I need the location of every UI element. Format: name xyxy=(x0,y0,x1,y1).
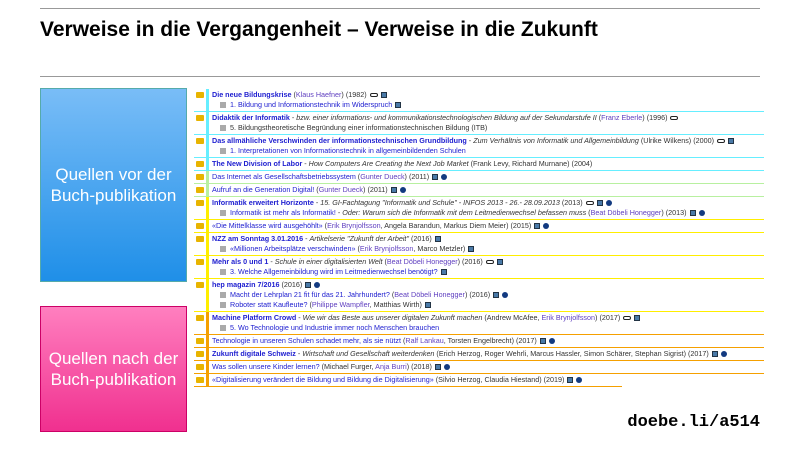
entry-color-bar xyxy=(206,279,209,312)
list-item xyxy=(194,279,764,312)
entry-year: (2011) xyxy=(408,172,430,181)
globe-icon[interactable] xyxy=(314,282,320,288)
sub-entry xyxy=(212,267,764,277)
glasses-icon[interactable] xyxy=(717,139,725,143)
folder-icon[interactable] xyxy=(196,377,204,383)
glasses-icon[interactable] xyxy=(370,93,378,97)
author: Frank Levy xyxy=(472,159,508,168)
entry-line: Mehr als 0 und 1 - Schule in einer digitalisierten Welt (Beat Döbeli Honegger) (2016) xyxy=(212,257,764,267)
author[interactable]: Anja Burri xyxy=(375,362,407,371)
author[interactable]: Beat Döbeli Honegger xyxy=(394,290,465,299)
entry-line: Didaktik der Informatik - bzw. einer informations- und kommunikationstechnologischen Bildung auf der Sekundarstufe II (Franz Eberle) (1996) xyxy=(212,113,764,123)
entry-title[interactable]: Die neue Bildungskrise xyxy=(212,90,292,99)
sub-entry xyxy=(212,146,764,156)
entry-title[interactable]: 5. Wo Technologie und Industrie immer noch Menschen brauchen xyxy=(230,323,440,332)
entry-color-bar xyxy=(206,335,209,348)
list-item xyxy=(194,256,764,279)
entry-line: Das Internet als Gesellschaftsbetriebssystem (Gunter Dueck) (2011) xyxy=(212,172,764,182)
book-icon[interactable] xyxy=(468,246,474,252)
globe-icon[interactable] xyxy=(444,364,450,370)
entry-subtitle: Wie wir das Beste aus unserer digitalen Zukunft machen xyxy=(302,313,483,322)
folder-icon[interactable] xyxy=(196,259,204,265)
entry-line: Zukunft digitale Schweiz - Wirtschaft und Gesellschaft weiterdenken (Erich Herzog, Roger Wehrli, Marcus Hassler, Simon Schärer, Stephan Sigrist) (2017) xyxy=(212,349,764,359)
entry-year: (2000) xyxy=(693,136,714,145)
entry-title[interactable]: Aufruf an die Generation Digital! xyxy=(212,185,315,194)
globe-icon[interactable] xyxy=(400,187,406,193)
entry-subtitle: bzw. einer informations- und kommunikationstechnologischen Bildung auf der Sekundarstufe II xyxy=(296,113,597,122)
folder-icon[interactable] xyxy=(196,282,204,288)
author: Richard Murnane xyxy=(512,159,568,168)
entry-title[interactable]: 3. Welche Allgemeinbildung wird im Leitmedienwechsel benötigt? xyxy=(230,267,438,276)
entry-color-bar xyxy=(206,158,209,171)
book-icon[interactable] xyxy=(534,223,540,229)
list-item xyxy=(194,312,764,335)
author: Matthias Wirth xyxy=(373,300,420,309)
entry-year: (2004) xyxy=(571,159,593,168)
document-icon xyxy=(220,102,226,108)
entry-year: (2016) xyxy=(410,234,432,243)
entry-subtitle: 15. GI-Fachtagung "Informatik und Schule" - INFOS 2013 - 26.- 28.09.2013 xyxy=(320,198,560,207)
book-icon[interactable] xyxy=(597,200,603,206)
entry-line: Aufruf an die Generation Digital! (Gunter Dueck) (2011) xyxy=(212,185,764,195)
entry-line: Technologie in unseren Schulen schadet mehr, als sie nützt (Ralf Lankau, Torsten Engelbrecht) (2017) xyxy=(212,336,764,346)
author: Marco Metzler xyxy=(417,244,463,253)
list-item xyxy=(194,171,764,184)
book-icon[interactable] xyxy=(441,269,447,275)
entry-line: The New Division of Labor - How Computers Are Creating the Next Job Market (Frank Levy, Richard Murnane) (2004) xyxy=(212,159,593,168)
sources-before-label: Quellen vor der Buch-publikation xyxy=(40,88,187,282)
entry-title[interactable]: Informatik ist mehr als Informatik! xyxy=(230,208,336,217)
book-icon[interactable] xyxy=(497,259,503,265)
folder-icon[interactable] xyxy=(196,223,204,229)
list-item xyxy=(194,197,764,220)
entry-title[interactable]: Das allmähliche Verschwinden der informationstechnischen Grundbildung xyxy=(212,136,467,145)
document-icon xyxy=(220,302,226,308)
entry-color-bar xyxy=(206,256,209,279)
author: Angela Barandun xyxy=(384,221,440,230)
reference-list xyxy=(194,89,764,387)
entry-color-bar xyxy=(206,89,209,112)
book-icon[interactable] xyxy=(381,92,387,98)
entry-title[interactable]: «Millionen Arbeitsplätze verschwinden» xyxy=(230,244,356,253)
entry-color-bar xyxy=(206,220,209,233)
entry-title[interactable]: Roboter statt Kaufleute? xyxy=(230,300,308,309)
folder-icon[interactable] xyxy=(196,338,204,344)
globe-icon[interactable] xyxy=(721,351,727,357)
author[interactable]: Gunter Dueck xyxy=(360,172,405,181)
document-icon xyxy=(220,246,226,252)
sub-entry xyxy=(212,100,764,110)
entry-line: Die neue Bildungskrise (Klaus Haefner) (1982) xyxy=(212,90,764,100)
entry-line xyxy=(212,280,764,290)
author: Erich Herzog xyxy=(438,349,481,358)
sub-entry xyxy=(212,323,764,333)
slide-title: Verweise in die Vergangenheit – Verweise in die Zukunft xyxy=(40,18,598,41)
author: Marcus Hassler xyxy=(530,349,580,358)
author: Ulrike Wilkens xyxy=(643,136,689,145)
globe-icon[interactable] xyxy=(576,377,582,383)
folder-icon[interactable] xyxy=(196,115,204,121)
document-icon xyxy=(220,292,226,298)
entry-line: «Die Mittelklasse wird ausgehöhlt» (Erik Brynjolfsson, Angela Barandun, Markus Diem Meier) (2015) xyxy=(212,221,764,231)
sub-entry: Roboter statt Kaufleute? (Philippe Wampfler, Matthias Wirth) xyxy=(212,300,764,310)
globe-icon[interactable] xyxy=(699,210,705,216)
entry-line: Was sollen unsere Kinder lernen? (Michael Furger, Anja Burri) (2018) xyxy=(212,362,764,372)
book-icon[interactable] xyxy=(712,351,718,357)
sub-entry: Informatik ist mehr als Informatik! - Oder: Warum sich die Informatik mit dem Leitmedienwechsel befassen muss (Beat Döbeli Honegger) (2013) xyxy=(212,208,764,218)
document-icon xyxy=(220,210,226,216)
entry-color-bar xyxy=(206,233,209,256)
sub-entry: «Millionen Arbeitsplätze verschwinden» (Erik Brynjolfsson, Marco Metzler) xyxy=(212,244,764,254)
entry-subtitle: Oder: Warum sich die Informatik mit dem Leitmedienwechsel befassen muss xyxy=(342,208,587,217)
entry-color-bar xyxy=(206,171,209,184)
folder-icon[interactable] xyxy=(196,315,204,321)
book-icon[interactable] xyxy=(435,236,441,242)
book-icon[interactable] xyxy=(425,302,431,308)
author: Markus Diem Meier xyxy=(443,221,507,230)
book-icon[interactable] xyxy=(493,292,499,298)
entry-year: (2017) xyxy=(599,313,621,322)
entry-title[interactable]: Machine Platform Crowd xyxy=(212,313,297,322)
sub-entry xyxy=(212,123,764,133)
globe-icon[interactable] xyxy=(502,292,508,298)
top-rule xyxy=(40,8,760,9)
sources-after-label: Quellen nach der Buch-publikation xyxy=(40,306,187,432)
list-item xyxy=(194,335,764,348)
folder-icon[interactable] xyxy=(196,236,204,242)
entry-subtitle: Artikelserie "Zukunft der Arbeit" xyxy=(309,234,409,243)
list-item xyxy=(194,135,764,158)
entry-title[interactable]: 1. Bildung und Informationstechnik im Widerspruch xyxy=(230,100,393,109)
author: Claudia Hiestand xyxy=(484,375,540,384)
entry-year: (2018) xyxy=(411,362,432,371)
book-icon[interactable] xyxy=(567,377,573,383)
entry-title: 5. Bildungstheoretische Begründung einer informationstechnischen Bildung (ITB) xyxy=(230,123,488,132)
entry-title[interactable]: Technologie in unseren Schulen schadet mehr, als sie nützt xyxy=(212,336,401,345)
book-icon[interactable] xyxy=(435,364,441,370)
document-icon xyxy=(220,269,226,275)
entry-title[interactable]: Didaktik der Informatik xyxy=(212,113,290,122)
entry-title[interactable]: «Die Mittelklasse wird ausgehöhlt» xyxy=(212,221,323,230)
author[interactable]: Beat Döbeli Honegger xyxy=(386,257,458,266)
folder-icon[interactable] xyxy=(196,351,204,357)
document-icon xyxy=(220,148,226,154)
entry-year: (2017) xyxy=(515,336,537,345)
folder-icon[interactable] xyxy=(196,187,204,193)
entry-color-bar xyxy=(206,112,209,135)
short-url[interactable]: doebe.li/a514 xyxy=(627,413,760,432)
document-icon xyxy=(220,125,226,131)
entry-year: (1982) xyxy=(345,90,367,99)
author[interactable]: Erik Brynjolfsson xyxy=(327,221,381,230)
book-icon[interactable] xyxy=(305,282,311,288)
author: Michael Furger xyxy=(324,362,372,371)
entry-title[interactable]: Mehr als 0 und 1 xyxy=(212,257,269,266)
list-item xyxy=(194,233,764,256)
globe-icon[interactable] xyxy=(441,174,447,180)
folder-icon[interactable] xyxy=(196,138,204,144)
entry-title[interactable]: Was sollen unsere Kinder lernen? xyxy=(212,362,320,371)
entry-line: Das allmähliche Verschwinden der informationstechnischen Grundbildung - Zum Verhältnis von Informatik und Allgemeinbildung (Ulrike Wilkens) (2000) xyxy=(212,136,764,146)
list-item xyxy=(194,184,764,197)
entry-color-bar xyxy=(206,135,209,158)
author: Stephan Sigrist xyxy=(634,349,684,358)
document-icon xyxy=(220,325,226,331)
list-item xyxy=(194,361,764,374)
entry-title[interactable]: Informatik erweitert Horizonte xyxy=(212,198,314,207)
entry-subtitle: Zum Verhältnis von Informatik und Allgemeinbildung xyxy=(473,136,639,145)
entry-color-bar xyxy=(206,197,209,220)
entry-subtitle: How Computers Are Creating the Next Job Market xyxy=(308,159,469,168)
entry-year: (2016) xyxy=(281,280,303,289)
entry-year: (2016) xyxy=(469,290,491,299)
entry-line: NZZ am Sonntag 3.01.2016 - Artikelserie "Zukunft der Arbeit" (2016) xyxy=(212,234,764,244)
book-icon[interactable] xyxy=(432,174,438,180)
folder-icon[interactable] xyxy=(196,364,204,370)
entry-year: (2017) xyxy=(688,349,709,358)
folder-icon[interactable] xyxy=(196,161,204,167)
author[interactable]: Erik Brynjolfsson xyxy=(359,244,414,253)
entry-title[interactable]: 1. Interpretationen von Informationstechnik in allgemeinbildenden Schulen xyxy=(230,146,466,155)
entry-color-bar xyxy=(206,348,209,361)
globe-icon[interactable] xyxy=(549,338,555,344)
entry-color-bar xyxy=(206,361,209,374)
book-icon[interactable] xyxy=(391,187,397,193)
list-item xyxy=(194,374,622,387)
author: Simon Schärer xyxy=(583,349,631,358)
entry-title[interactable]: Macht der Lehrplan 21 fit für das 21. Jahrhundert? xyxy=(230,290,390,299)
entry-line: «Digitalisierung verändert die Bildung und Bildung die Digitalisierung» (Silvio Herzog, Claudia Hiestand) (2019) xyxy=(212,375,622,385)
entry-color-bar xyxy=(206,312,209,335)
folder-icon[interactable] xyxy=(196,174,204,180)
globe-icon[interactable] xyxy=(606,200,612,206)
book-icon[interactable] xyxy=(395,102,401,108)
list-item xyxy=(194,220,764,233)
entry-color-bar xyxy=(206,374,209,387)
title-rule xyxy=(40,76,760,77)
entry-year: (2019) xyxy=(543,375,565,384)
glasses-icon[interactable] xyxy=(670,116,678,120)
entry-title[interactable]: NZZ am Sonntag 3.01.2016 xyxy=(212,234,304,243)
entry-subtitle: Wirtschaft und Gesellschaft weiterdenken xyxy=(302,349,435,358)
entry-title[interactable]: Zukunft digitale Schweiz xyxy=(212,349,296,358)
author[interactable]: Beat Döbeli Honegger xyxy=(590,208,662,217)
folder-icon[interactable] xyxy=(196,200,204,206)
author[interactable]: Gunter Dueck xyxy=(318,185,364,194)
book-icon[interactable] xyxy=(728,138,734,144)
book-icon[interactable] xyxy=(690,210,696,216)
entry-subtitle: Schule in einer digitalisierten Welt xyxy=(274,257,383,266)
book-icon[interactable] xyxy=(634,315,640,321)
entry-year: (2013) xyxy=(665,208,687,217)
glasses-icon[interactable] xyxy=(586,201,594,205)
entry-year: (2013) xyxy=(561,198,583,207)
folder-icon[interactable] xyxy=(196,92,204,98)
entry-year: (2011) xyxy=(367,185,388,194)
book-icon[interactable] xyxy=(540,338,546,344)
list-item xyxy=(194,158,764,171)
glasses-icon[interactable] xyxy=(486,260,494,264)
entry-year: (1996) xyxy=(646,113,668,122)
globe-icon[interactable] xyxy=(543,223,549,229)
author: Roger Wehrli xyxy=(484,349,527,358)
glasses-icon[interactable] xyxy=(623,316,631,320)
author: Andrew McAfee xyxy=(486,313,538,322)
entry-line: Machine Platform Crowd - Wie wir das Beste aus unserer digitalen Zukunft machen (Andrew McAfee, Erik Brynjolfsson) (2017) xyxy=(212,313,764,323)
author[interactable]: Erik Brynjolfsson xyxy=(541,313,596,322)
entry-year: (2016) xyxy=(462,257,483,266)
entry-color-bar xyxy=(206,184,209,197)
list-item xyxy=(194,112,764,135)
author[interactable]: Ralf Lankau xyxy=(405,336,444,345)
sub-entry: Macht der Lehrplan 21 fit für das 21. Jahrhundert? (Beat Döbeli Honegger) (2016) xyxy=(212,290,764,300)
author[interactable]: Klaus Haefner xyxy=(295,90,342,99)
entry-year: (2015) xyxy=(510,221,532,230)
author: Torsten Engelbrecht xyxy=(447,336,512,345)
entry-line: Informatik erweitert Horizonte - 15. GI-Fachtagung "Informatik und Schule" - INFOS 2013 - 26.- 28.09.2013 (2013) xyxy=(212,198,764,208)
author: Silvio Herzog xyxy=(438,375,481,384)
list-item xyxy=(194,89,764,112)
entry-title[interactable]: Das Internet als Gesellschaftsbetriebssystem xyxy=(212,172,356,181)
list-item xyxy=(194,348,764,361)
entry-title[interactable]: hep magazin 7/2016 xyxy=(212,280,280,289)
author[interactable]: Philippe Wampfler xyxy=(311,300,370,309)
author[interactable]: Franz Eberle xyxy=(601,113,643,122)
entry-title[interactable]: The New Division of Labor xyxy=(212,159,303,168)
entry-title[interactable]: «Digitalisierung verändert die Bildung und Bildung die Digitalisierung» xyxy=(212,375,434,384)
